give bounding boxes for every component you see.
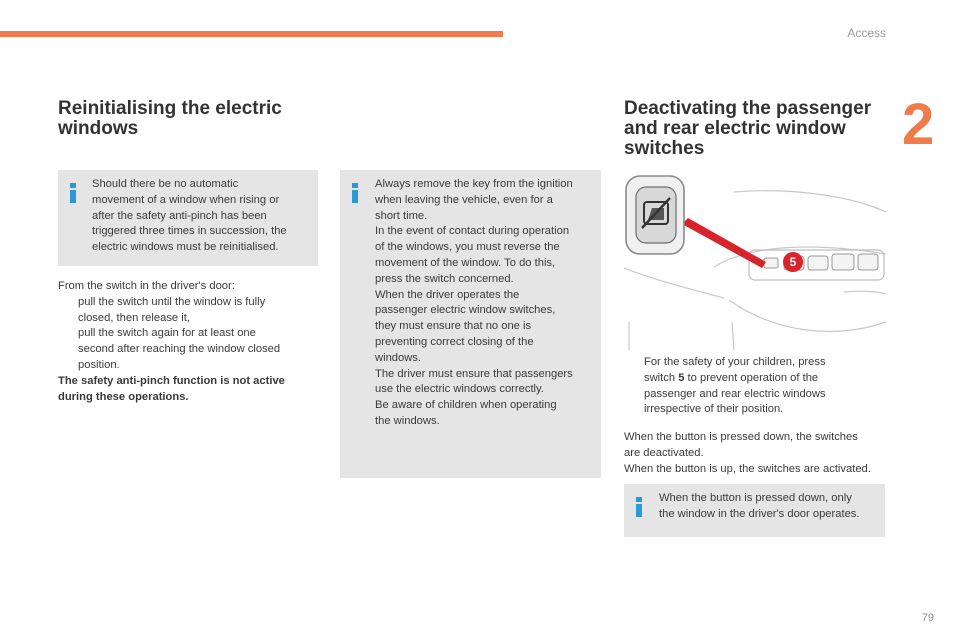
text-line [644,371,886,387]
text-line: Always remove the key from the ignition [375,178,573,190]
text-line: The driver must ensure that passengers [375,367,573,380]
text-line: after the safety anti-pinch has been [92,209,267,222]
info-box-driver-window [624,484,885,537]
text-line: when leaving the vehicle, even for a [375,193,553,206]
heading-line: Deactivating the passenger [624,98,872,119]
text-line: triggered three times in succession, the [92,225,287,238]
text-segment: switch [644,371,679,384]
info-icon [352,183,359,201]
text-line: press the switch concerned. [375,272,514,285]
info-icon [636,497,643,515]
text-line: movement of a window when rising or [92,193,280,206]
info-box-text [659,491,883,523]
intro-text: From the switch in the driver's door: [58,280,235,292]
text-line: Should there be no automatic [92,178,239,190]
heading-line: switches [624,138,705,159]
text-line: When the button is pressed down, the switches [624,431,858,444]
warning-note: The safety anti-pinch function is not active [58,374,285,387]
text-line: pull the switch again for at least one [78,327,256,340]
text-line: second after reaching the window closed [78,343,281,356]
info-box-text [375,177,599,430]
text-line: movement of the window. To do this, [375,256,556,269]
text-line: the windows. [375,414,440,427]
text-line: use the electric windows correctly. [375,383,544,396]
text-line: short time. [375,209,428,222]
text-line: For the safety of your children, press [644,356,826,368]
deactivating-heading [624,99,871,159]
text-line: of the windows, you must reverse the [375,241,560,254]
deactivating-instructions [624,355,886,478]
heading-line: and rear electric window [624,118,846,139]
text-line: closed, then release it, [78,311,190,324]
door-switch-illustration [624,172,886,350]
info-box-safety [340,170,601,478]
text-line: Be aware of children when operating [375,399,557,412]
text-line: passenger electric window switches, [375,304,556,317]
switch-number: 5 [678,371,685,384]
text-line: they must ensure that no one is [375,320,532,333]
reinitialising-heading [58,99,282,139]
list-item [624,355,886,418]
heading-line: Reinitialising the electric [58,98,282,119]
warning-note: during these operations. [58,390,189,403]
text-line: irrespective of their position. [644,403,784,416]
text-line: When the button is pressed down, only [659,492,852,504]
text-line: pull the switch until the window is fully [78,295,266,308]
list-item [58,295,320,327]
text-line: When the button is up, the switches are activated. [624,462,871,475]
text-line: When the driver operates the [375,288,520,301]
info-box-reinitialise [58,170,318,266]
heading-line: windows [58,118,139,139]
text-segment: to prevent operation of the [684,371,819,384]
text-line: electric windows must be reinitialised. [92,241,279,254]
header-accent-bar [0,31,503,37]
section-title: Access [847,26,886,40]
page-number: 79 [921,612,934,624]
text-line: windows. [375,351,422,364]
callout-switch-5: 5 [783,252,803,272]
text-line: the window in the driver's door operates. [659,507,860,520]
info-icon [70,183,77,201]
list-item [58,326,320,373]
reinitialise-instructions [58,279,320,405]
text-line: position. [78,358,120,371]
info-box-text [92,177,314,256]
text-line: preventing correct closing of the [375,335,534,348]
chapter-number: 2 [902,92,935,157]
text-line: passenger and rear electric windows [644,387,826,400]
text-line: are deactivated. [624,446,704,459]
text-line: In the event of contact during operation [375,225,570,238]
